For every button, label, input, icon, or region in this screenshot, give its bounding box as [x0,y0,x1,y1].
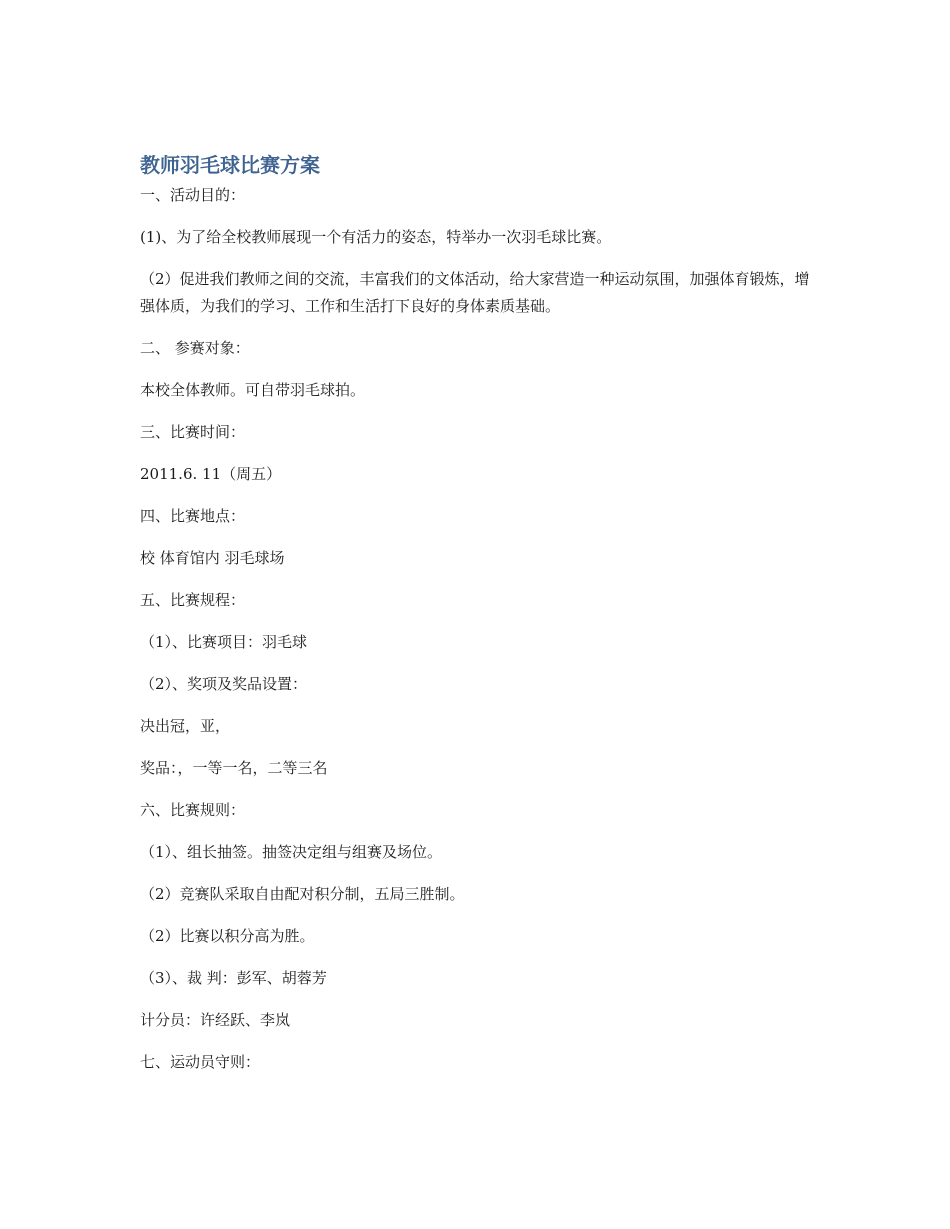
document-title: 教师羽毛球比赛方案 [140,153,320,177]
section-heading-participants: 二、 参赛对象： [140,339,250,357]
paragraph: 计分员：许经跃、李岚 [140,1011,291,1029]
paragraph: （2）比赛以积分高为胜。 [140,927,315,945]
document-content [140,150,810,1076]
paragraph: （1）、组长抽签。抽签决定组与组赛及场位。 [140,843,443,861]
paragraph: 校 体育馆内 羽毛球场 [140,549,285,567]
section-heading-rules: 六、比赛规则： [140,801,246,819]
section-heading-purpose: 一、活动目的： [140,186,246,204]
paragraph: （3）、裁 判：彭军、胡蓉芳 [140,969,327,987]
paragraph: 决出冠，亚， [140,717,231,735]
paragraph: （1）、比赛项目：羽毛球 [140,633,308,651]
paragraph: （2）竞赛队采取自由配对积分制，五局三胜制。 [140,885,465,903]
section-heading-location: 四、比赛地点： [140,507,246,525]
section-heading-time: 三、比赛时间： [140,423,246,441]
paragraph: （2）促进我们教师之间的交流，丰富我们的文体活动，给大家营造一种运动氛围，加强体育锻炼，增强体质，为我们的学习、工作和生活打下良好的身体素质基础。 [140,270,810,315]
section-heading-procedure: 五、比赛规程： [140,591,246,609]
paragraph: 奖品：，一等一名，二等三名 [140,759,328,777]
paragraph: 本校全体教师。可自带羽毛球拍。 [140,381,366,399]
paragraph: (1)、为了给全校教师展现一个有活力的姿态，特举办一次羽毛球比赛。 [140,228,612,246]
paragraph: 2011.6. 11（周五） [140,465,282,483]
paragraph: （2）、奖项及奖品设置： [140,675,308,693]
section-heading-athlete-code: 七、运动员守则： [140,1053,261,1071]
